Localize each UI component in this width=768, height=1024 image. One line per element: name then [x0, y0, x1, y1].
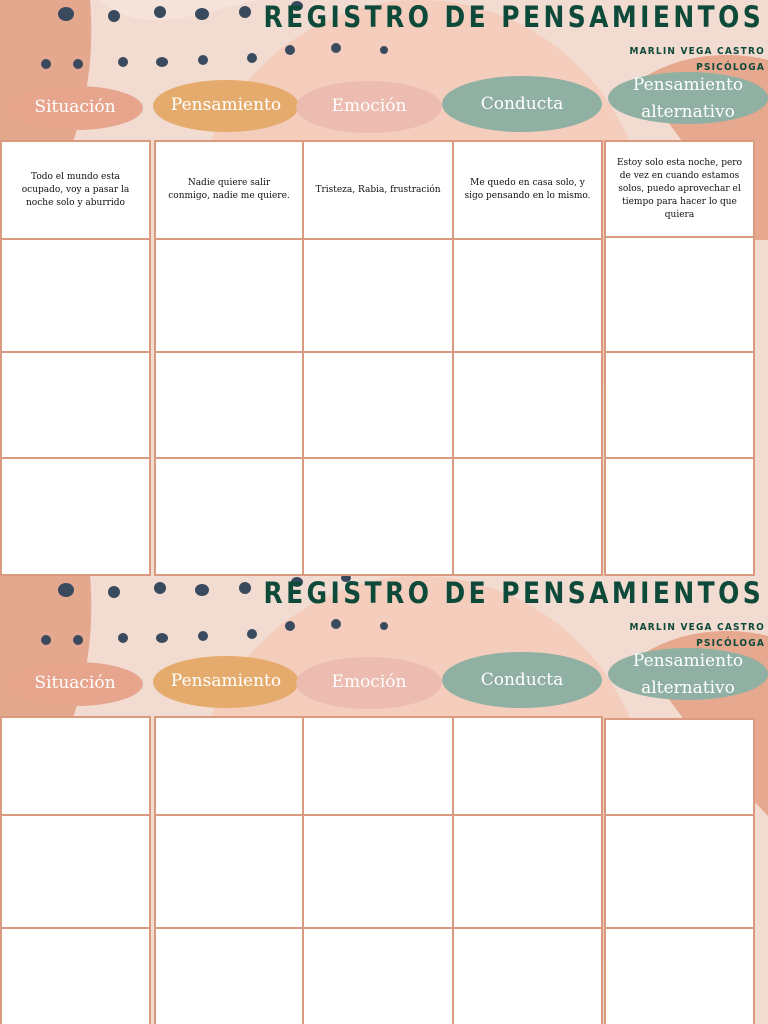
table-cell[interactable]	[604, 814, 755, 929]
table-cell[interactable]	[302, 351, 454, 459]
table-cell[interactable]: Tristeza, Rabia, frustración	[302, 140, 454, 240]
header-emocion: Emoción	[331, 672, 407, 692]
table-cell[interactable]	[154, 238, 304, 353]
table-cell[interactable]: Nadie quiere salir conmigo, nadie me quiere.	[154, 140, 304, 240]
header-pensamiento-alternativo: Pensamiento alternativo	[632, 75, 744, 122]
table-cell[interactable]	[452, 814, 603, 929]
page-title: REGISTRO DE PENSAMIENTOS	[263, 576, 764, 610]
table-cell[interactable]	[302, 927, 454, 1024]
header-pensamiento: Pensamiento	[170, 95, 282, 115]
table-cell[interactable]: Todo el mundo esta ocupado, voy a pasar la noche solo y aburrido	[0, 140, 151, 240]
table-cell[interactable]	[604, 927, 755, 1024]
table-cell[interactable]	[302, 716, 454, 816]
table-cell[interactable]	[154, 927, 304, 1024]
table-cell[interactable]	[452, 457, 603, 576]
header-pensamiento: Pensamiento	[170, 671, 282, 691]
page-title: REGISTRO DE PENSAMIENTOS	[263, 0, 764, 34]
header-situacion: Situación	[34, 97, 116, 117]
table-cell[interactable]	[302, 814, 454, 929]
table-cell[interactable]	[604, 457, 755, 576]
table-cell[interactable]	[0, 351, 151, 459]
table-cell[interactable]	[154, 814, 304, 929]
table-cell[interactable]	[154, 457, 304, 576]
table-cell[interactable]	[0, 814, 151, 929]
worksheet-bottom	[0, 576, 768, 1024]
table-cell[interactable]: Estoy solo esta noche, pero de vez en cuando estamos solos, puedo aprovechar el tiempo para hacer lo que quiera	[604, 140, 755, 238]
author-role: PSICÓLOGA	[696, 638, 765, 649]
table-cell[interactable]	[604, 236, 755, 353]
table-cell[interactable]	[0, 457, 151, 576]
table-cell[interactable]	[604, 718, 755, 816]
author-role: PSICÓLOGA	[696, 62, 765, 73]
table-cell[interactable]	[154, 351, 304, 459]
author-name: MARLIN VEGA CASTRO	[629, 622, 765, 633]
author-name: MARLIN VEGA CASTRO	[629, 46, 765, 57]
header-situacion: Situación	[34, 673, 116, 693]
table-cell[interactable]	[452, 927, 603, 1024]
table-cell[interactable]	[452, 351, 603, 459]
table-cell[interactable]	[154, 716, 304, 816]
table-cell[interactable]: Me quedo en casa solo, y sigo pensando en lo mismo.	[452, 140, 603, 240]
table-cell[interactable]	[302, 238, 454, 353]
table-cell[interactable]	[0, 927, 151, 1024]
table-cell[interactable]	[452, 716, 603, 816]
table-cell[interactable]	[604, 351, 755, 459]
table-cell[interactable]	[302, 457, 454, 576]
table-cell[interactable]	[0, 716, 151, 816]
header-conducta: Conducta	[480, 94, 564, 114]
table-cell[interactable]	[0, 238, 151, 353]
table-cell[interactable]	[452, 238, 603, 353]
header-emocion: Emoción	[331, 96, 407, 116]
header-pensamiento-alternativo: Pensamiento alternativo	[632, 651, 744, 698]
header-conducta: Conducta	[480, 670, 564, 690]
